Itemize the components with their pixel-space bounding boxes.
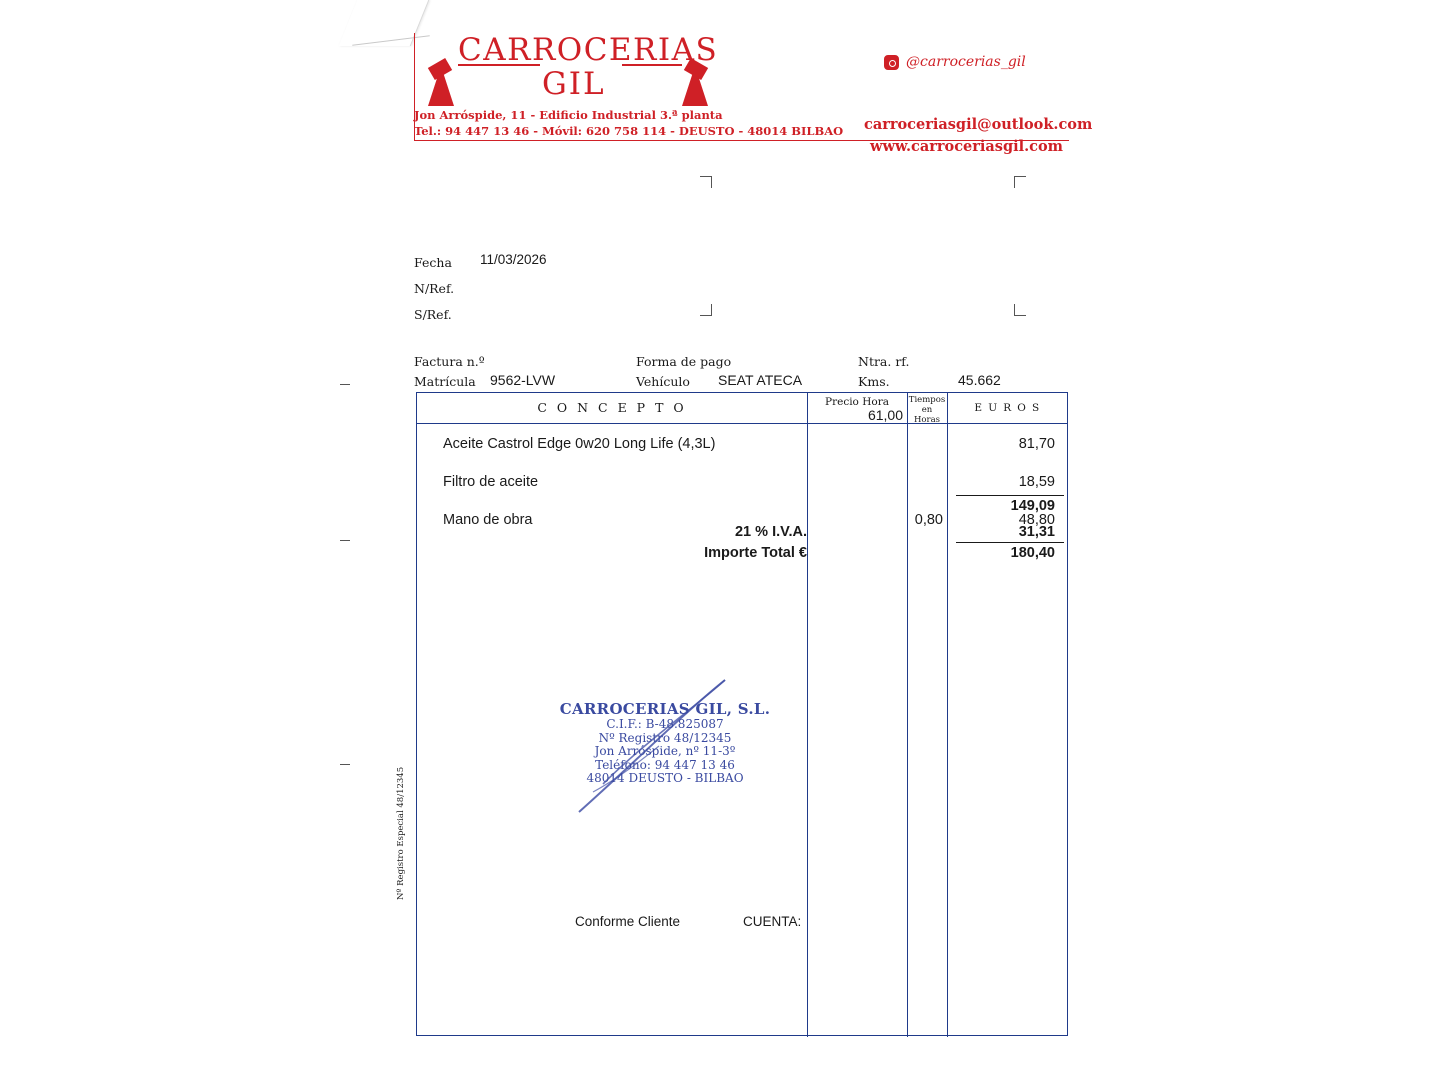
- invoice-number-label: Factura n.º: [414, 354, 485, 369]
- tax-value: 31,31: [1018, 524, 1055, 540]
- subtotal-row: [417, 498, 1067, 517]
- line-amount: 81,70: [1018, 436, 1055, 452]
- company-name-line1: CARROCERIAS: [458, 32, 719, 68]
- edge-tick-3: [340, 764, 350, 765]
- tax-label: 21 % I.V.A.: [734, 524, 807, 540]
- stamp-line-phone: Teléfono: 94 447 13 46: [595, 757, 735, 772]
- conforme-cliente-label: Conforme Cliente: [575, 914, 681, 929]
- edge-tick-1: [340, 384, 350, 385]
- column-header-euros: E U R O S: [974, 402, 1041, 414]
- total-value: 180,40: [1010, 545, 1055, 561]
- instagram-handle: @carrocerias_gil: [906, 54, 1026, 70]
- fecha-label: Fecha: [414, 255, 452, 270]
- instagram-icon: [884, 55, 899, 70]
- instagram-row: [884, 54, 1026, 70]
- our-ref-label: Ntra. rf.: [858, 354, 910, 369]
- crop-mark-mid-left: [700, 304, 712, 316]
- column-header-concept: C O N C E P T O: [537, 400, 687, 415]
- column-header-times: Tiempos en Horas: [908, 395, 946, 425]
- line-amount: 48,80: [1018, 512, 1055, 528]
- vehicle-value: SEAT ATECA: [718, 372, 803, 388]
- total-label: Importe Total €: [704, 545, 807, 561]
- price-hour-value: 61,00: [867, 407, 903, 423]
- company-address-line2: Tel.: 94 447 13 46 - Móvil: 620 758 114 - DEUSTO - 48014 BILBAO: [414, 124, 844, 138]
- stamp-title: CARROCERIAS GIL, S.L.: [559, 700, 771, 718]
- stamp-line-address: Jon Arróspide, nº 11-3º: [594, 744, 736, 758]
- payment-label: Forma de pago: [636, 354, 732, 369]
- page-margin-right: [1085, 0, 1440, 1080]
- plate-label: Matrícula: [414, 374, 476, 389]
- edge-tick-2: [340, 540, 350, 541]
- table-row: [417, 436, 1067, 455]
- company-logo: [414, 30, 844, 138]
- stamp-line-cif: C.I.F.: B-48.825087: [606, 717, 724, 731]
- line-description: Mano de obra: [443, 512, 533, 528]
- table-header-row: [417, 393, 1067, 424]
- crop-mark-mid-right: [1014, 304, 1026, 316]
- tax-row: [417, 524, 1067, 543]
- crop-mark-top-right: [1014, 176, 1026, 188]
- invoice-meta: [414, 350, 1069, 390]
- table-row: [417, 474, 1067, 493]
- company-email: carroceriasgil@outlook.com: [864, 116, 1093, 133]
- company-name-line2: GIL: [542, 66, 606, 102]
- company-website: www.carroceriasgil.com: [870, 138, 1064, 155]
- sref-label: S/Ref.: [414, 307, 452, 322]
- company-address-line1: Jon Arróspide, 11 - Edificio Industrial 3.ª planta: [414, 108, 723, 122]
- fecha-value: 11/03/2026: [480, 252, 547, 267]
- vehicle-label: Vehículo: [636, 374, 690, 389]
- subtotal-value: 149,09: [1010, 498, 1055, 514]
- company-stamp: [555, 700, 775, 786]
- line-description: Filtro de aceite: [443, 474, 539, 490]
- stamp-line-city: 48014 DEUSTO - BILBAO: [586, 771, 744, 785]
- crop-mark-top-left: [700, 176, 712, 188]
- cuenta-label: CUENTA:: [743, 914, 802, 929]
- line-hours: 0,80: [914, 512, 943, 528]
- letterhead: [414, 30, 1093, 155]
- stamp-line-registro: Nº Registro 48/12345: [598, 730, 732, 745]
- page-margin-left: [0, 0, 330, 1080]
- side-registration-text: Nº Registro Especial 48/12345: [396, 766, 406, 900]
- nref-label: N/Ref.: [414, 281, 455, 296]
- total-row: [417, 545, 1067, 564]
- subtotal-divider: [956, 495, 1064, 496]
- plate-value: 9562-LVW: [490, 372, 556, 388]
- kms-value: 45.662: [958, 372, 1001, 388]
- line-amount: 18,59: [1018, 474, 1055, 490]
- line-description: Aceite Castrol Edge 0w20 Long Life (4,3L): [443, 436, 716, 452]
- column-header-price-hour: Precio Hora: [825, 396, 889, 408]
- kms-label: Kms.: [858, 374, 890, 389]
- header-divider: [414, 140, 1069, 141]
